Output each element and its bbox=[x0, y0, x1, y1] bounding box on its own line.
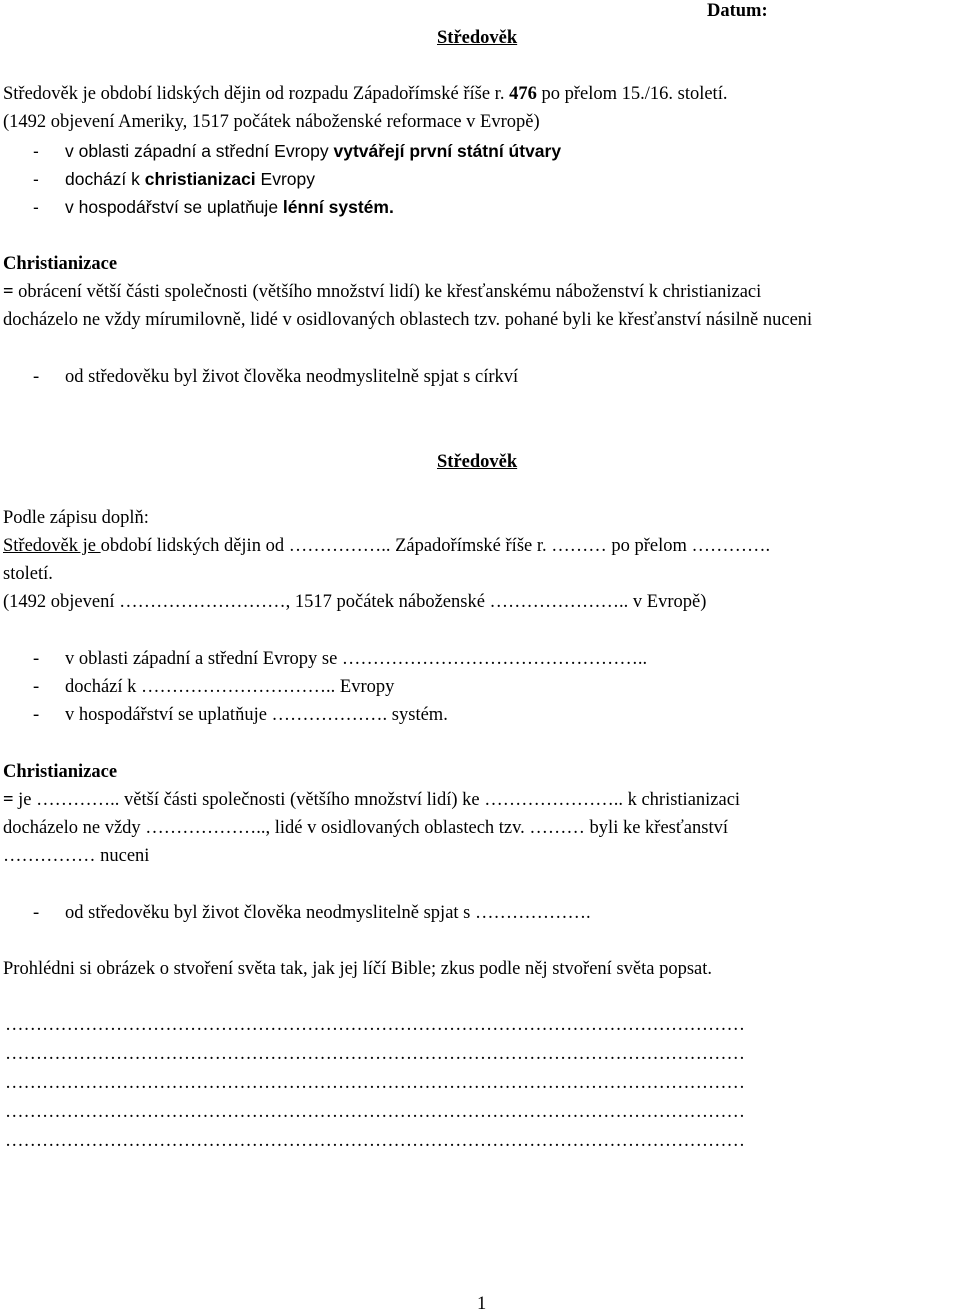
christianization-heading: Christianizace bbox=[3, 254, 118, 274]
exercise-line-1: Středověk je období lidských dějin od …………….. Západořímské říše r. ……… po přelom …………. bbox=[3, 536, 771, 556]
page-title: Středověk bbox=[437, 28, 518, 48]
intro-bullet-3: - v hospodářství se uplatňuje lénní systém. bbox=[33, 197, 394, 217]
answer-line-4: ………………………………………………………………………………………………………… bbox=[5, 1102, 745, 1122]
answer-line-2: ………………………………………………………………………………………………………… bbox=[5, 1044, 745, 1064]
exercise-instruction: Podle zápisu doplň: bbox=[3, 508, 149, 528]
exercise-bullet-3: - v hospodářství se uplatňuje ………………. systém. bbox=[33, 705, 448, 725]
answer-line-5: ………………………………………………………………………………………………………… bbox=[5, 1131, 745, 1151]
date-label: Datum: bbox=[707, 1, 768, 21]
exercise-line-3: (1492 objevení ………………………, 1517 počátek náboženské ………………….. v Evropě) bbox=[3, 592, 707, 612]
intro-bullet-2: - dochází k christianizaci Evropy bbox=[33, 169, 315, 189]
exercise-bullet-2: - dochází k ………………………….. Evropy bbox=[33, 677, 395, 697]
exercise-christianization-bullet: - od středověku byl život člověka neodmyslitelně spjat s ………………. bbox=[33, 903, 591, 923]
christianization-line-1: = obrácení větší části společnosti (většího množství lidí) ke křesťanskému náboženství k christianizaci bbox=[3, 282, 762, 302]
intro-bullet-1: - v oblasti západní a střední Evropy vytvářejí první státní útvary bbox=[33, 141, 562, 161]
exercise-christianization-line-2: docházelo ne vždy ……………….., lidé v osidlovaných oblastech tzv. ……… byli ke křesťanství bbox=[3, 818, 728, 838]
exercise-line-2: století. bbox=[3, 564, 53, 584]
christianization-bullet: - od středověku byl život člověka neodmyslitelně spjat s církví bbox=[33, 367, 519, 387]
christianization-line-2: docházelo ne vždy mírumilovně, lidé v osidlovaných oblastech tzv. pohané byli ke křesťanství násilně nuceni bbox=[3, 310, 813, 330]
task-instruction: Prohlédni si obrázek o stvoření světa tak, jak jej líčí Bible; zkus podle něj stvoření světa popsat. bbox=[3, 959, 713, 979]
exercise-title: Středověk bbox=[437, 452, 518, 472]
answer-line-3: ………………………………………………………………………………………………………… bbox=[5, 1073, 745, 1093]
exercise-bullet-1: - v oblasti západní a střední Evropy se ………………………………………….. bbox=[33, 649, 648, 669]
answer-line-1: ………………………………………………………………………………………………………… bbox=[5, 1015, 745, 1035]
exercise-christianization-line-3: …………… nuceni bbox=[3, 846, 150, 866]
page-number: 1 bbox=[477, 1294, 487, 1314]
intro-line-2: (1492 objevení Ameriky, 1517 počátek náboženské reformace v Evropě) bbox=[3, 112, 540, 132]
intro-line-1: Středověk je období lidských dějin od rozpadu Západořímské říše r. 476 po přelom 15./16. století. bbox=[3, 84, 728, 104]
exercise-christianization-heading: Christianizace bbox=[3, 762, 118, 782]
exercise-christianization-line-1: = je ………….. větší části společnosti (většího množství lidí) ke ………………….. k christianizaci bbox=[3, 790, 741, 810]
